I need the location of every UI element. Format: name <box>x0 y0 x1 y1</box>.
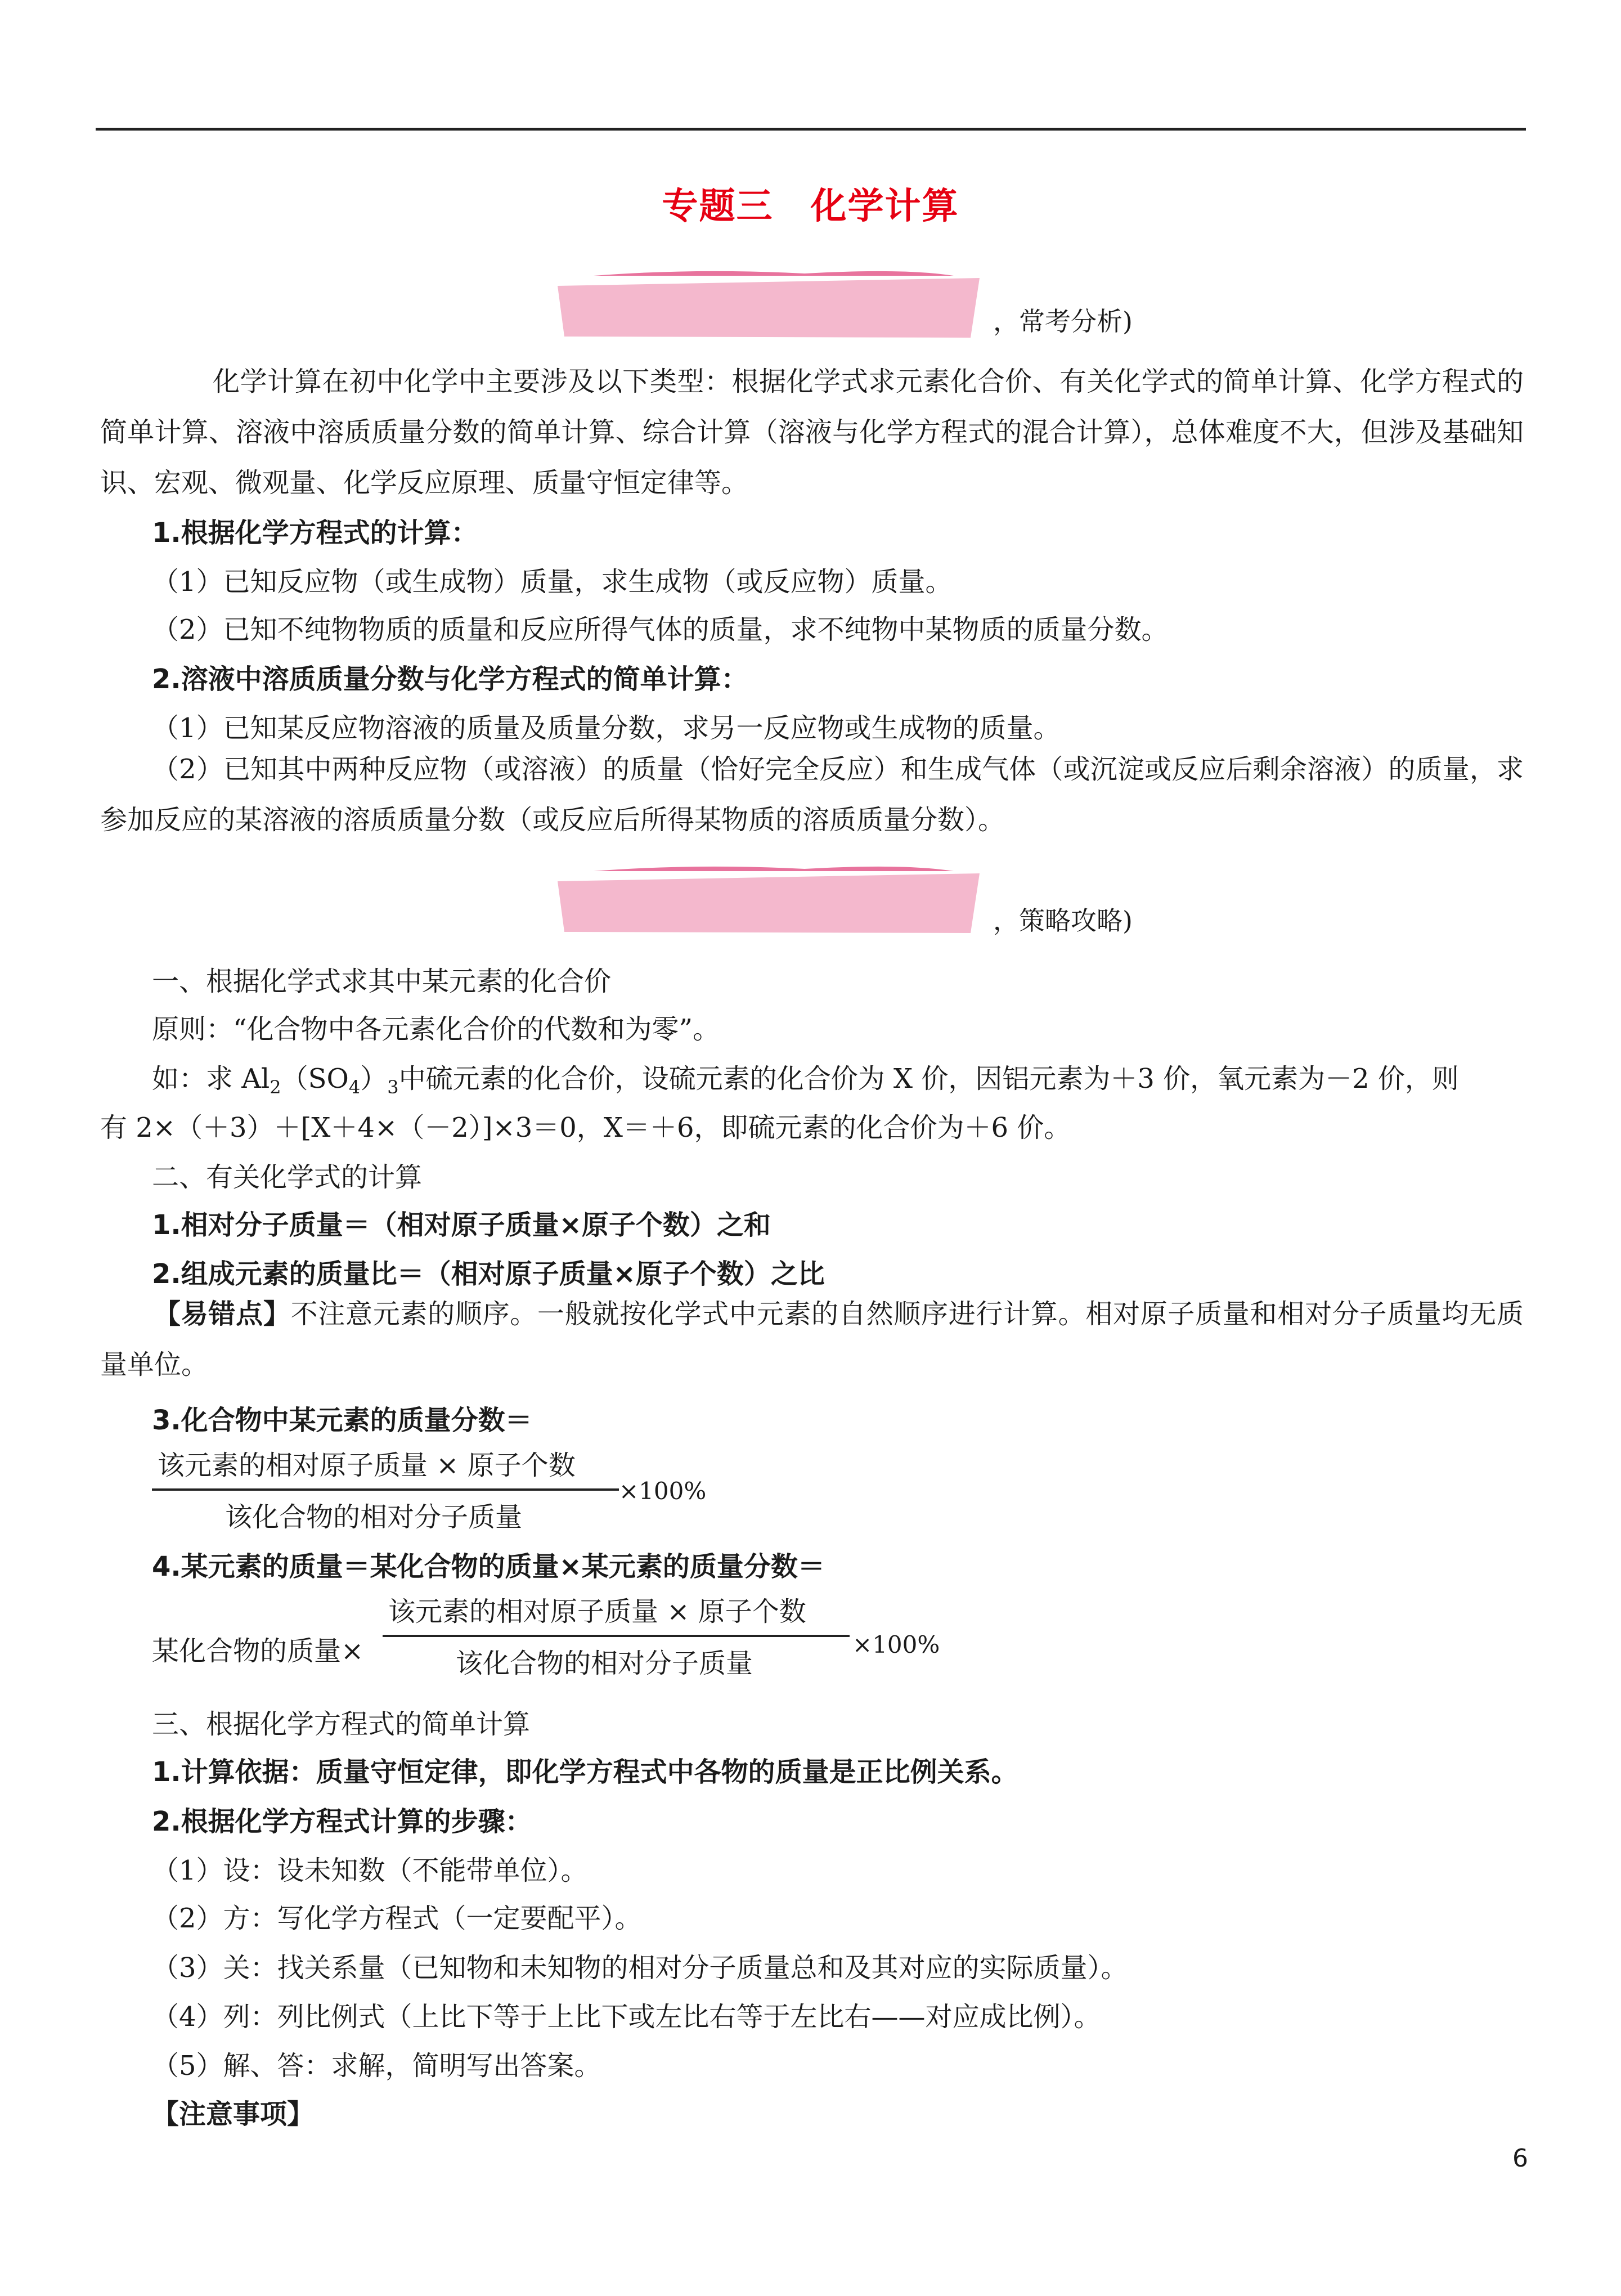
section-banner-shape <box>554 866 987 936</box>
fraction-denominator: 该化合物的相对分子质量 <box>456 1648 753 1679</box>
part-c-heading: 三、根据化学方程式的简单计算 <box>152 1708 531 1740</box>
notice-heading: 【注意事项】 <box>152 2098 315 2130</box>
calc-basis: 1.计算依据：质量守恒定律，即化学方程式中各物的质量是正比例关系。 <box>152 1756 1018 1788</box>
calc-step: （5）解、答：求解，简明写出答案。 <box>152 2050 601 2082</box>
fraction-bar <box>152 1488 619 1491</box>
fraction-denominator: 该化合物的相对分子质量 <box>225 1501 523 1533</box>
section1-item: （2）已知不纯物物质的质量和反应所得气体的质量，求不纯物中某物质的质量分数。 <box>152 614 1169 645</box>
principle-text: 原则：“化合物中各元素化合价的代数和为零”。 <box>152 1014 720 1045</box>
formula-item: 4.某元素的质量＝某化合物的质量×某元素的质量分数＝ <box>152 1551 825 1582</box>
section-banner-shape <box>554 270 987 340</box>
formula-item: 2.组成元素的质量比＝（相对原子质量×原子个数）之比 <box>152 1258 825 1290</box>
formula-item: 3.化合物中某元素的质量分数＝ <box>152 1405 532 1436</box>
formula-prefix: 某化合物的质量× <box>152 1635 364 1667</box>
banner-label-analysis: ，常考分析) <box>993 306 1133 337</box>
calc-step: （4）列：列比例式（上比下等于上比下或左比右等于左比右——对应成比例）。 <box>152 2001 1101 2033</box>
example-line: 有 2×（＋3）＋[X＋4×（－2）]×3＝0，X＝＋6，即硫元素的化合价为＋6 价。 <box>100 1112 1071 1143</box>
section1-heading: 1.根据化学方程式的计算： <box>152 517 478 549</box>
error-note: 【易错点】不注意元素的顺序。一般就按化学式中元素的自然顺序进行计算。相对原子质量和相对分子质量均无质量单位。 <box>100 1298 1524 1380</box>
header-rule <box>96 128 1526 131</box>
calc-step: （1）设：设未知数（不能带单位）。 <box>152 1855 588 1886</box>
percent-factor: ×100% <box>852 1631 940 1658</box>
page-number: 6 <box>1512 2144 1528 2173</box>
section2-heading: 2.溶液中溶质质量分数与化学方程式的简单计算： <box>152 663 748 695</box>
example-line: 如：求 $Al_2(SO_4)_3$中硫元素的化合价，设硫元素的化合价为 X 价，因铝元素为＋3 价，氧元素为－2 价，则 <box>152 1063 1459 1098</box>
part-b-heading: 二、有关化学式的计算 <box>152 1162 423 1193</box>
calc-step: （3）关：找关系量（已知物和未知物的相对分子质量总和及其对应的实际质量）。 <box>152 1952 1128 1984</box>
part-a-heading: 一、根据化学式求其中某元素的化合价 <box>152 966 612 997</box>
section2-item: （1）已知某反应物溶液的质量及质量分数，求另一反应物或生成物的质量。 <box>152 712 1061 744</box>
fraction-numerator: 该元素的相对原子质量 × 原子个数 <box>388 1596 806 1627</box>
fraction-numerator: 该元素的相对原子质量 × 原子个数 <box>158 1450 576 1481</box>
percent-factor: ×100% <box>619 1477 707 1505</box>
calc-steps-heading: 2.根据化学方程式计算的步骤： <box>152 1806 532 1837</box>
section2-item: （2）已知其中两种反应物（或溶液）的质量（恰好完全反应）和生成气体（或沉淀或反应后剩余溶液）的质量，求参加反应的某溶液的溶质质量分数（或反应后所得某物质的溶质质量分数）。 <box>100 754 1524 836</box>
page-title: 专题三 化学计算 <box>662 186 959 227</box>
section1-item: （1）已知反应物（或生成物）质量，求生成物（或反应物）质量。 <box>152 566 953 598</box>
fraction-bar <box>383 1635 850 1637</box>
banner-label-strategy: ，策略攻略) <box>993 905 1133 936</box>
calc-step: （2）方：写化学方程式（一定要配平）。 <box>152 1903 642 1934</box>
formula-item: 1.相对分子质量＝（相对原子质量×原子个数）之和 <box>152 1209 771 1241</box>
intro-paragraph: 化学计算在初中化学中主要涉及以下类型：根据化学式求元素化合价、有关化学式的简单计算、化学方程式的简单计算、溶液中溶质质量分数的简单计算、综合计算（溶液与化学方程式的混合计算），总体难度不大，但涉及基础知识、宏观、微观量、化学反应原理、质量守恒定律等。 <box>100 366 1524 499</box>
